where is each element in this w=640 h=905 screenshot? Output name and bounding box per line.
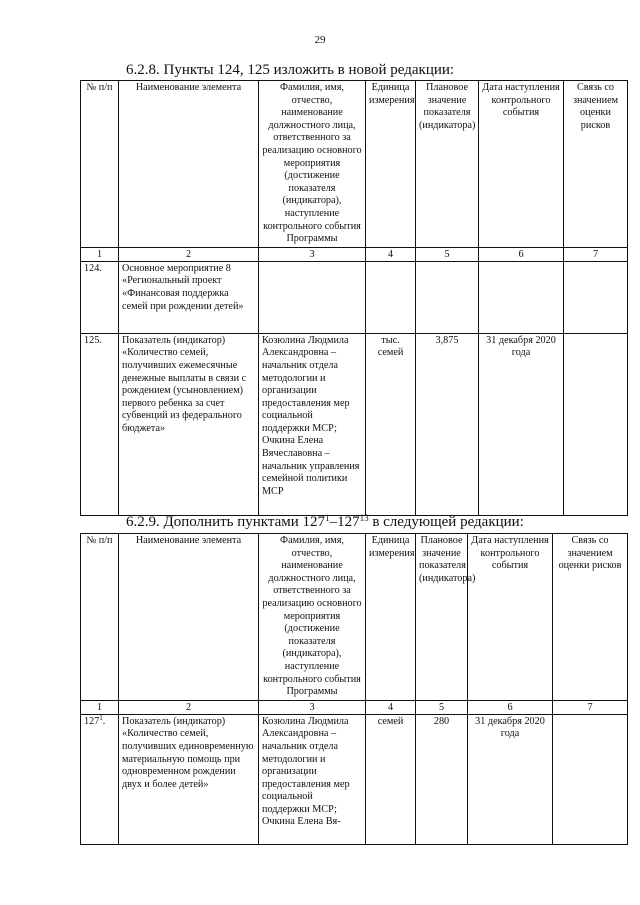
risk-link (564, 261, 628, 333)
col-header-plan-value: Плановое значение показателя (индикатора) (416, 534, 468, 701)
col-number: 4 (366, 247, 416, 261)
risk-link (553, 714, 628, 844)
section-heading-628: 6.2.8. Пункты 124, 125 изложить в новой редакции: (126, 62, 455, 78)
col-number: 3 (259, 700, 366, 714)
col-header-number: № п/п (81, 81, 119, 248)
col-number: 2 (119, 247, 259, 261)
table-row (81, 261, 628, 333)
col-number: 1 (81, 247, 119, 261)
indicators-table-2 (80, 533, 628, 845)
heading-text: –127 (329, 514, 360, 530)
col-header-element-name: Наименование элемента (119, 534, 259, 701)
heading-text: в следующей редакции: (368, 514, 524, 530)
section-heading-629 (126, 514, 524, 531)
col-header-event-date: Дата наступления контрольного события (468, 534, 553, 701)
heading-superscript: 1 (325, 513, 330, 523)
col-number: 6 (479, 247, 564, 261)
col-number: 1 (81, 700, 119, 714)
risk-link (564, 333, 628, 515)
col-header-risk-link: Связь со значением оценки рисков (553, 534, 628, 701)
col-number: 6 (468, 700, 553, 714)
row-number-text: 127 (84, 715, 100, 727)
col-header-event-date: Дата наступления контрольного события (479, 81, 564, 248)
col-number: 7 (564, 247, 628, 261)
indicators-table-1 (80, 80, 628, 516)
row-number-superscript: 1 (99, 713, 103, 722)
plan-value: 3,875 (416, 333, 479, 515)
table-row (81, 714, 628, 844)
row-number: 124. (81, 261, 119, 333)
col-number: 5 (416, 700, 468, 714)
unit (366, 261, 416, 333)
heading-text: 6.2.9. Дополнить пунктами 127 (126, 514, 326, 530)
col-header-number: № п/п (81, 534, 119, 701)
row-number-suffix: . (102, 715, 106, 727)
col-header-risk-link: Связь со значением оценки рисков (564, 81, 628, 248)
col-number: 5 (416, 247, 479, 261)
element-name: Показатель (индикатор) «Количество семей, получивших единовременную материальную помощь при одновременном рождении двух и более детей» (119, 714, 259, 844)
col-header-unit: Единица измерения (366, 81, 416, 248)
event-date: 31 декабря 2020 года (479, 333, 564, 515)
page-number: 29 (314, 34, 326, 46)
col-header-element-name: Наименование элемента (119, 81, 259, 248)
event-date: 31 декабря 2020 года (468, 714, 553, 844)
col-number: 4 (366, 700, 416, 714)
element-name: Основное мероприятие 8 «Региональный проект «Финансовая поддержка семей при рождении детей» (119, 261, 259, 333)
row-number: 125. (81, 333, 119, 515)
col-header-plan-value: Плановое значение показателя (индикатора) (416, 81, 479, 248)
plan-value: 280 (416, 714, 468, 844)
col-number: 7 (553, 700, 628, 714)
col-header-responsible: Фамилия, имя, отчество, наименование должностного лица, ответственного за реализацию основного мероприятия (достижение показателя (индикатора), наступление контрольного события Программы (259, 534, 366, 701)
element-name: Показатель (индикатор) «Количество семей, получивших ежемесячные денежные выплаты в связи с рождением (усыновлением) первого ребенка за счет субвенций из федерального бюджета» (119, 333, 259, 515)
row-number (81, 714, 119, 844)
responsible-person (259, 261, 366, 333)
column-number-row (81, 700, 628, 714)
col-number: 3 (259, 247, 366, 261)
table-header-row (81, 81, 628, 248)
column-number-row (81, 247, 628, 261)
responsible-person: Козюлина Людмила Александровна – начальник отдела методологии и организации предоставления мер социальной поддержки МСР; Очкина Елена Вя- (259, 714, 366, 844)
plan-value (416, 261, 479, 333)
event-date (479, 261, 564, 333)
col-header-responsible: Фамилия, имя, отчество, наименование должностного лица, ответственного за реализацию основного мероприятия (достижение показателя (индикатора), наступление контрольного события Программы (259, 81, 366, 248)
unit: семей (366, 714, 416, 844)
table-header-row (81, 534, 628, 701)
col-number: 2 (119, 700, 259, 714)
heading-superscript: 13 (359, 513, 369, 523)
table-row (81, 333, 628, 515)
responsible-person: Козюлина Людмила Александровна – начальник отдела методологии и организации предоставления мер социальной поддержки МСР; Очкина Елена Вячеславовна – начальник управления семейной политики МСР (259, 333, 366, 515)
col-header-unit: Единица измерения (366, 534, 416, 701)
unit: тыс. семей (366, 333, 416, 515)
